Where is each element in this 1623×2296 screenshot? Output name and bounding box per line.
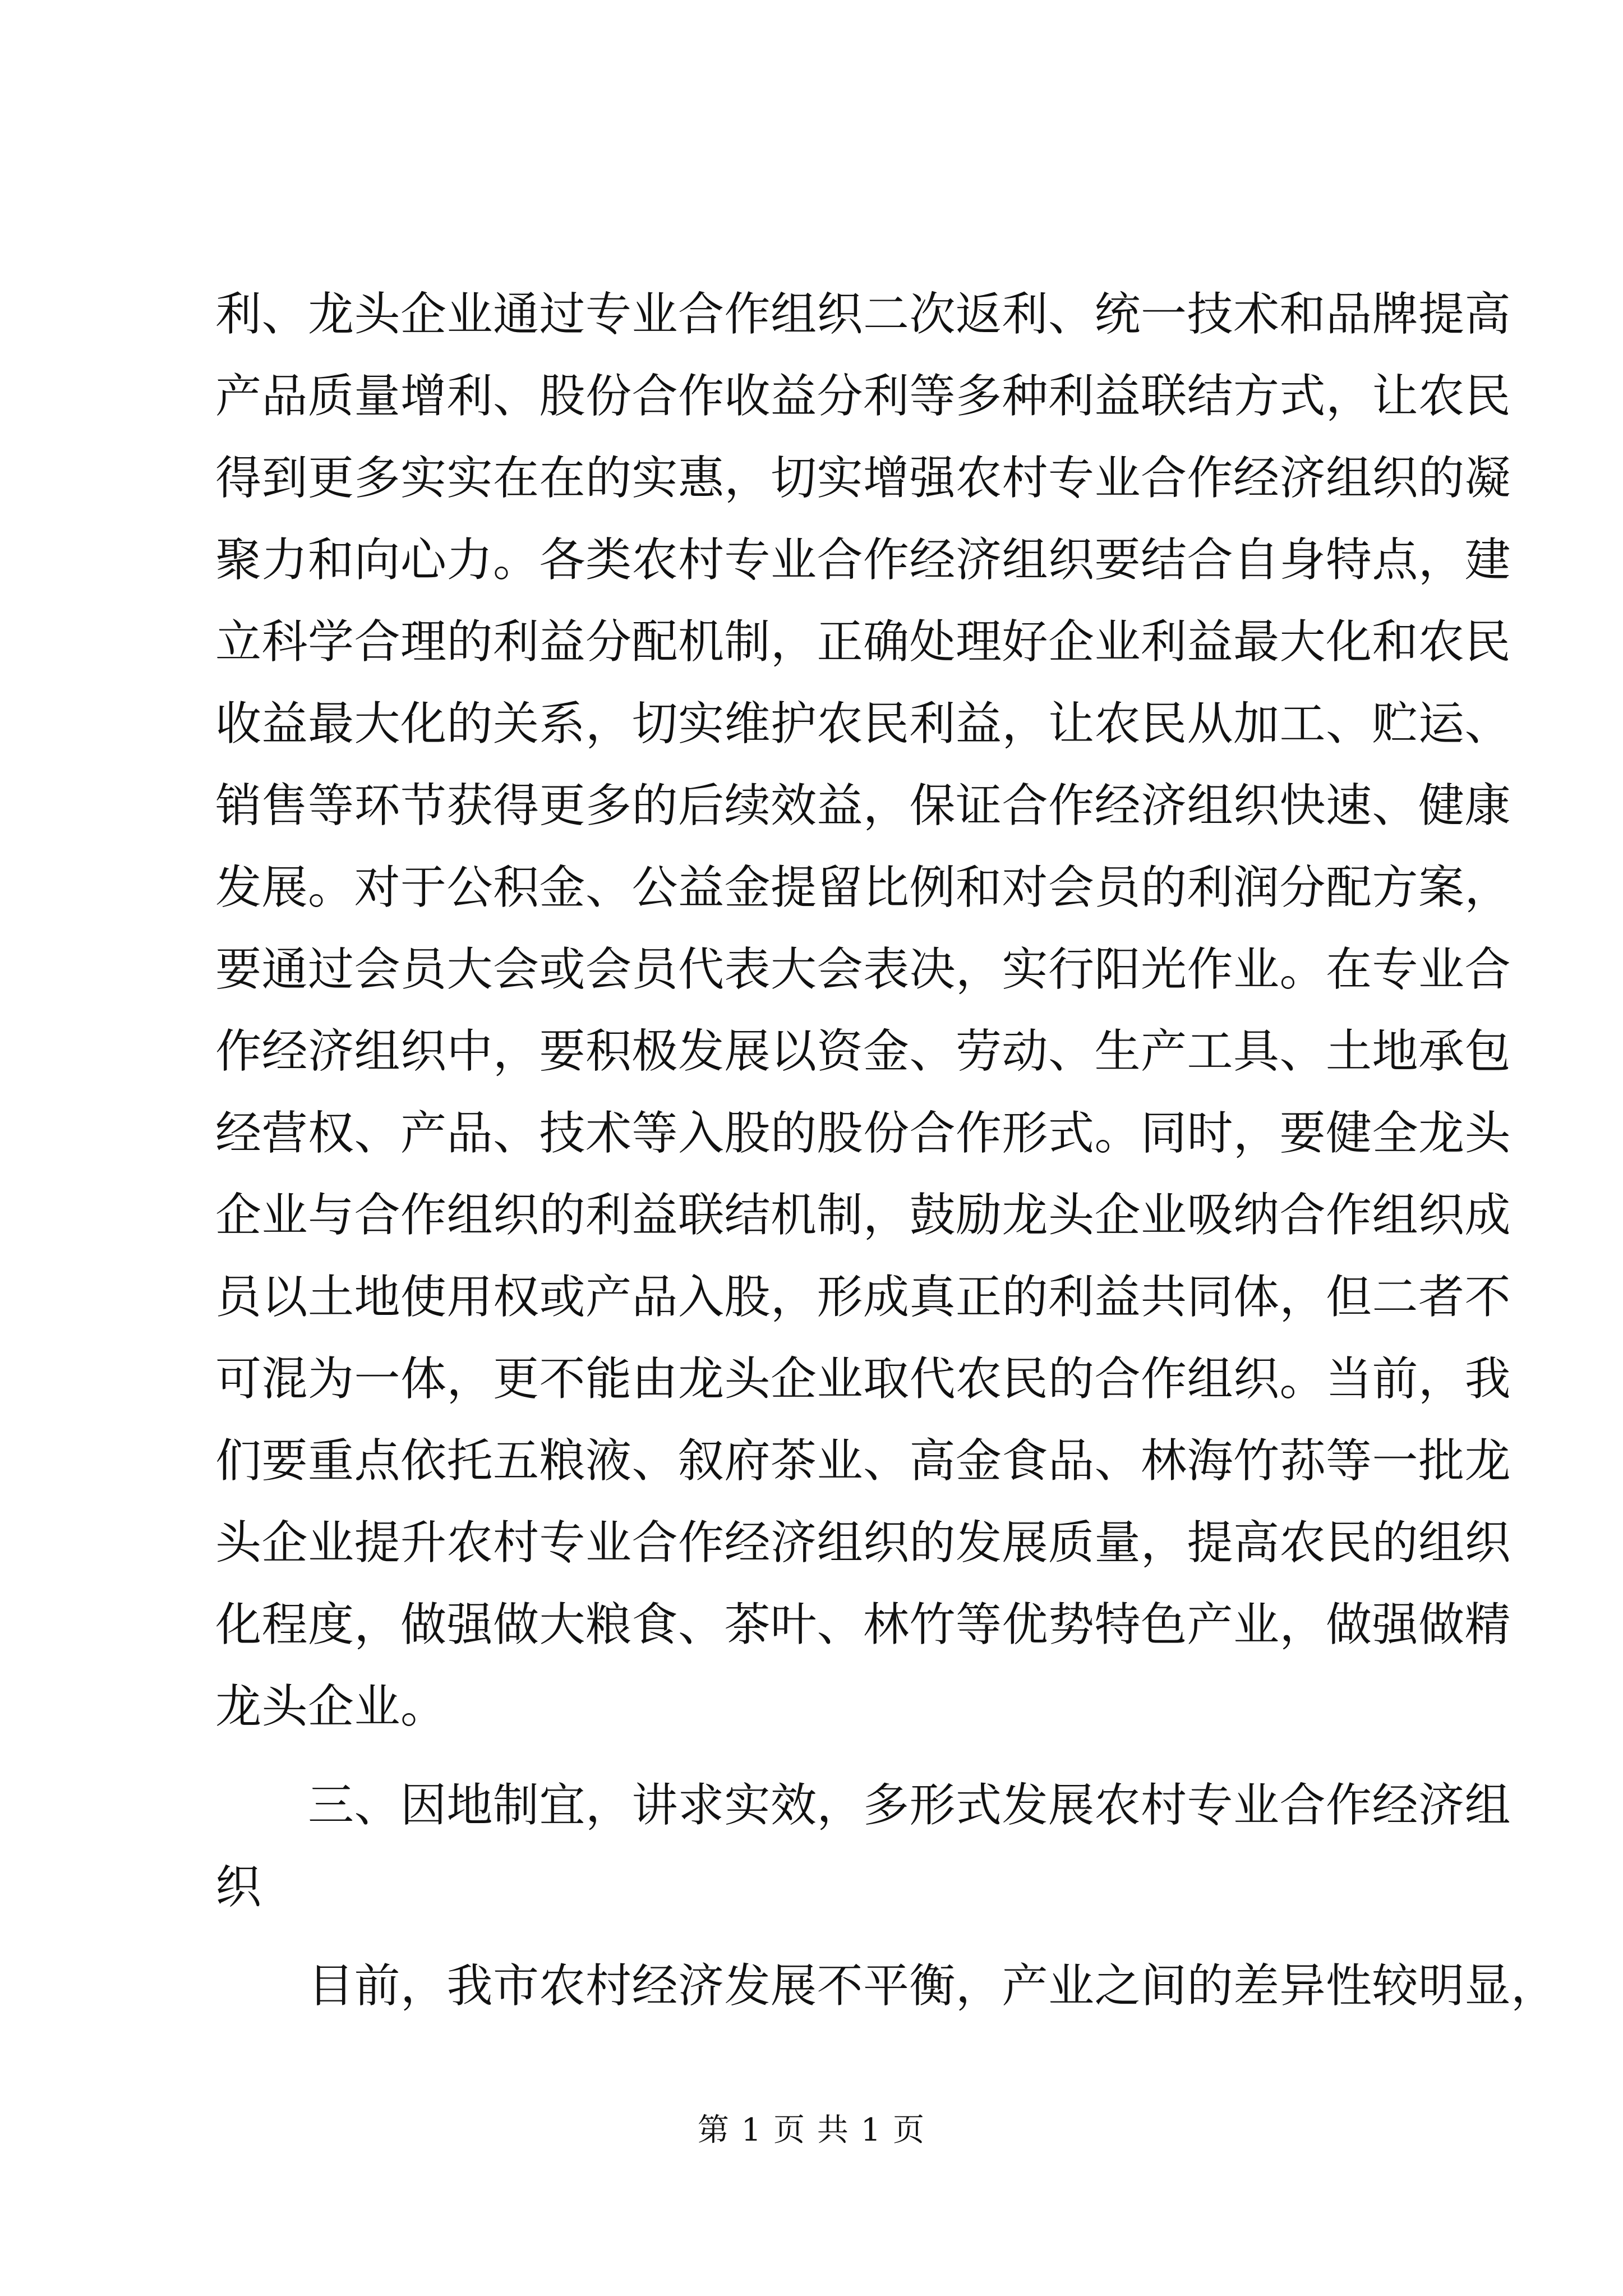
text-line: 得到更多实实在在的实惠，切实增强农村专业合作经济组织的凝 — [215, 452, 1511, 505]
text-line: 头企业提升农村专业合作经济组织的发展质量，提高农民的组织 — [215, 1516, 1511, 1570]
text-line: 龙头企业。 — [215, 1680, 447, 1733]
text-line: 目前，我市农村经济发展不平衡，产业之间的差异性较明显， — [215, 1959, 1557, 2013]
text-line: 们要重点依托五粮液、叙府茶业、高金食品、林海竹荪等一批龙 — [215, 1434, 1511, 1488]
text-line: 发展。对于公积金、公益金提留比例和对会员的利润分配方案， — [215, 861, 1511, 914]
text-line: 员以土地使用权或产品入股，形成真正的利益共同体，但二者不 — [215, 1271, 1511, 1324]
section-heading-line: 织 — [215, 1861, 262, 1914]
text-line: 化程度，做强做大粮食、茶叶、林竹等优势特色产业，做强做精 — [215, 1598, 1511, 1651]
text-line: 可混为一体，更不能由龙头企业取代农民的合作组织。当前，我 — [215, 1352, 1511, 1406]
text-line: 作经济组织中，要积极发展以资金、劳动、生产工具、土地承包 — [215, 1025, 1511, 1078]
text-line: 企业与合作组织的利益联结机制，鼓励龙头企业吸纳合作组织成 — [215, 1189, 1511, 1242]
text-line: 要通过会员大会或会员代表大会表决，实行阳光作业。在专业合 — [215, 943, 1511, 996]
text-line: 收益最大化的关系，切实维护农民利益，让农民从加工、贮运、 — [215, 697, 1511, 751]
text-line: 经营权、产品、技术等入股的股份合作形式。同时，要健全龙头 — [215, 1107, 1511, 1160]
text-line: 产品质量增利、股份合作收益分利等多种利益联结方式，让农民 — [215, 370, 1511, 423]
section-heading-line: 三、因地制宜，讲求实效，多形式发展农村专业合作经济组 — [215, 1779, 1511, 1832]
text-line: 聚力和向心力。各类农村专业合作经济组织要结合自身特点，建 — [215, 533, 1511, 587]
text-line: 利、龙头企业通过专业合作组织二次返利、统一技术和品牌提高 — [215, 288, 1511, 341]
text-line: 销售等环节获得更多的后续效益，保证合作经济组织快速、健康 — [215, 779, 1511, 832]
page-footer: 第 1 页 共 1 页 — [697, 2112, 926, 2148]
body-text — [215, 274, 1557, 2027]
text-line: 立科学合理的利益分配机制，正确处理好企业利益最大化和农民 — [215, 615, 1511, 669]
